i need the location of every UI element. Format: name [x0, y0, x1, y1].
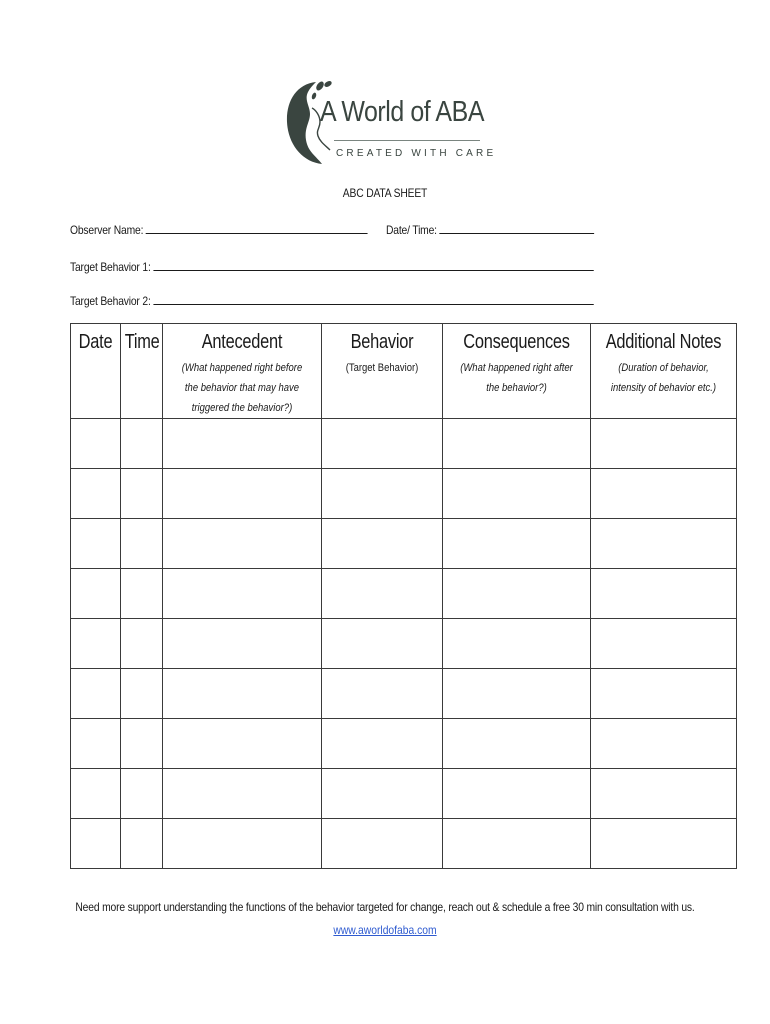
table-row	[71, 469, 737, 519]
table-row	[71, 769, 737, 819]
column-heading: Antecedent	[201, 331, 283, 353]
table-cell[interactable]	[322, 569, 443, 619]
table-cell[interactable]	[591, 619, 737, 669]
table-cell[interactable]	[71, 769, 121, 819]
logo	[286, 74, 497, 166]
table-cell[interactable]	[163, 719, 322, 769]
target-behavior-1-field[interactable]	[70, 260, 594, 274]
table-cell[interactable]	[322, 519, 443, 569]
table-cell[interactable]	[121, 719, 163, 769]
column-header-date	[71, 324, 121, 419]
table-cell[interactable]	[163, 519, 322, 569]
logo-divider	[334, 140, 480, 141]
table-cell[interactable]	[591, 569, 737, 619]
date-time-field[interactable]	[386, 223, 594, 237]
table-row	[71, 819, 737, 869]
target-behavior-1-blank[interactable]	[153, 260, 593, 271]
table-cell[interactable]	[322, 469, 443, 519]
table-cell[interactable]	[121, 519, 163, 569]
table-header-row	[71, 324, 737, 419]
table-cell[interactable]	[71, 569, 121, 619]
table-cell[interactable]	[163, 619, 322, 669]
date-time-blank[interactable]	[439, 223, 594, 234]
table-cell[interactable]	[322, 669, 443, 719]
table-cell[interactable]	[443, 669, 591, 719]
table-cell[interactable]	[71, 819, 121, 869]
table-cell[interactable]	[322, 769, 443, 819]
column-heading: Additional Notes	[605, 331, 722, 353]
table-cell[interactable]	[591, 719, 737, 769]
column-header-time	[121, 324, 163, 419]
table-cell[interactable]	[443, 519, 591, 569]
table-row	[71, 669, 737, 719]
website-link[interactable]: www.aworldofaba.com	[333, 923, 437, 937]
table-cell[interactable]	[71, 619, 121, 669]
table-cell[interactable]	[322, 719, 443, 769]
column-subtitle: (What happened right before the behavior that may have triggered the behavior?)	[181, 362, 303, 414]
column-header-antecedent	[163, 324, 322, 419]
table-cell[interactable]	[121, 819, 163, 869]
table-cell[interactable]	[591, 769, 737, 819]
observer-name-field[interactable]	[70, 223, 368, 237]
table-row	[71, 719, 737, 769]
table-cell[interactable]	[443, 719, 591, 769]
table-cell[interactable]	[163, 669, 322, 719]
table-cell[interactable]	[322, 619, 443, 669]
column-heading: Date	[78, 331, 113, 353]
table-cell[interactable]	[591, 469, 737, 519]
column-header-additional-notes	[591, 324, 737, 419]
logo-tagline: CREATED WITH CARE	[336, 148, 497, 159]
table-cell[interactable]	[163, 819, 322, 869]
table-cell[interactable]	[591, 419, 737, 469]
target-behavior-2-field[interactable]	[70, 294, 594, 308]
target-behavior-1-label: Target Behavior 1:	[70, 260, 151, 274]
table-cell[interactable]	[163, 419, 322, 469]
footer-link-container	[54, 923, 716, 937]
column-heading: Consequences	[463, 331, 570, 353]
footer-note: Need more support understanding the functions of the behavior targeted for change, reach out & schedule a free 30 min consultation with us.	[75, 900, 695, 914]
table-body	[71, 419, 737, 869]
table-cell[interactable]	[121, 419, 163, 469]
table-cell[interactable]	[163, 569, 322, 619]
table-cell[interactable]	[163, 769, 322, 819]
table-cell[interactable]	[121, 769, 163, 819]
table-cell[interactable]	[121, 619, 163, 669]
table-cell[interactable]	[121, 669, 163, 719]
target-behavior-2-blank[interactable]	[153, 294, 593, 305]
table-cell[interactable]	[121, 469, 163, 519]
table-cell[interactable]	[71, 469, 121, 519]
table-row	[71, 419, 737, 469]
table-cell[interactable]	[71, 519, 121, 569]
table-row	[71, 519, 737, 569]
table-cell[interactable]	[71, 669, 121, 719]
table-cell[interactable]	[443, 619, 591, 669]
logo-title: A World of ABA	[320, 96, 485, 128]
column-header-consequences	[443, 324, 591, 419]
table-cell[interactable]	[591, 519, 737, 569]
column-subtitle: (Target Behavior)	[345, 362, 419, 374]
table-row	[71, 619, 737, 669]
table-cell[interactable]	[591, 819, 737, 869]
table-row	[71, 569, 737, 619]
table-cell[interactable]	[443, 569, 591, 619]
observer-name-label: Observer Name:	[70, 223, 144, 237]
table-cell[interactable]	[443, 769, 591, 819]
column-header-behavior	[322, 324, 443, 419]
table-cell[interactable]	[443, 419, 591, 469]
table-cell[interactable]	[71, 419, 121, 469]
page-title: ABC DATA SHEET	[342, 186, 428, 200]
table-cell[interactable]	[443, 469, 591, 519]
date-time-label: Date/ Time:	[386, 223, 437, 237]
table-cell[interactable]	[322, 819, 443, 869]
table-cell[interactable]	[443, 819, 591, 869]
table-cell[interactable]	[322, 419, 443, 469]
column-heading: Time	[124, 331, 160, 353]
abc-data-table	[70, 323, 737, 869]
column-subtitle: (What happened right after the behavior?)	[460, 362, 573, 394]
column-heading: Behavior	[350, 331, 414, 353]
column-subtitle: (Duration of behavior, intensity of behavior etc.)	[610, 362, 717, 394]
table-cell[interactable]	[121, 569, 163, 619]
observer-name-blank[interactable]	[146, 223, 368, 234]
table-cell[interactable]	[163, 469, 322, 519]
target-behavior-2-label: Target Behavior 2:	[70, 294, 151, 308]
table-cell[interactable]	[591, 669, 737, 719]
table-cell[interactable]	[71, 719, 121, 769]
